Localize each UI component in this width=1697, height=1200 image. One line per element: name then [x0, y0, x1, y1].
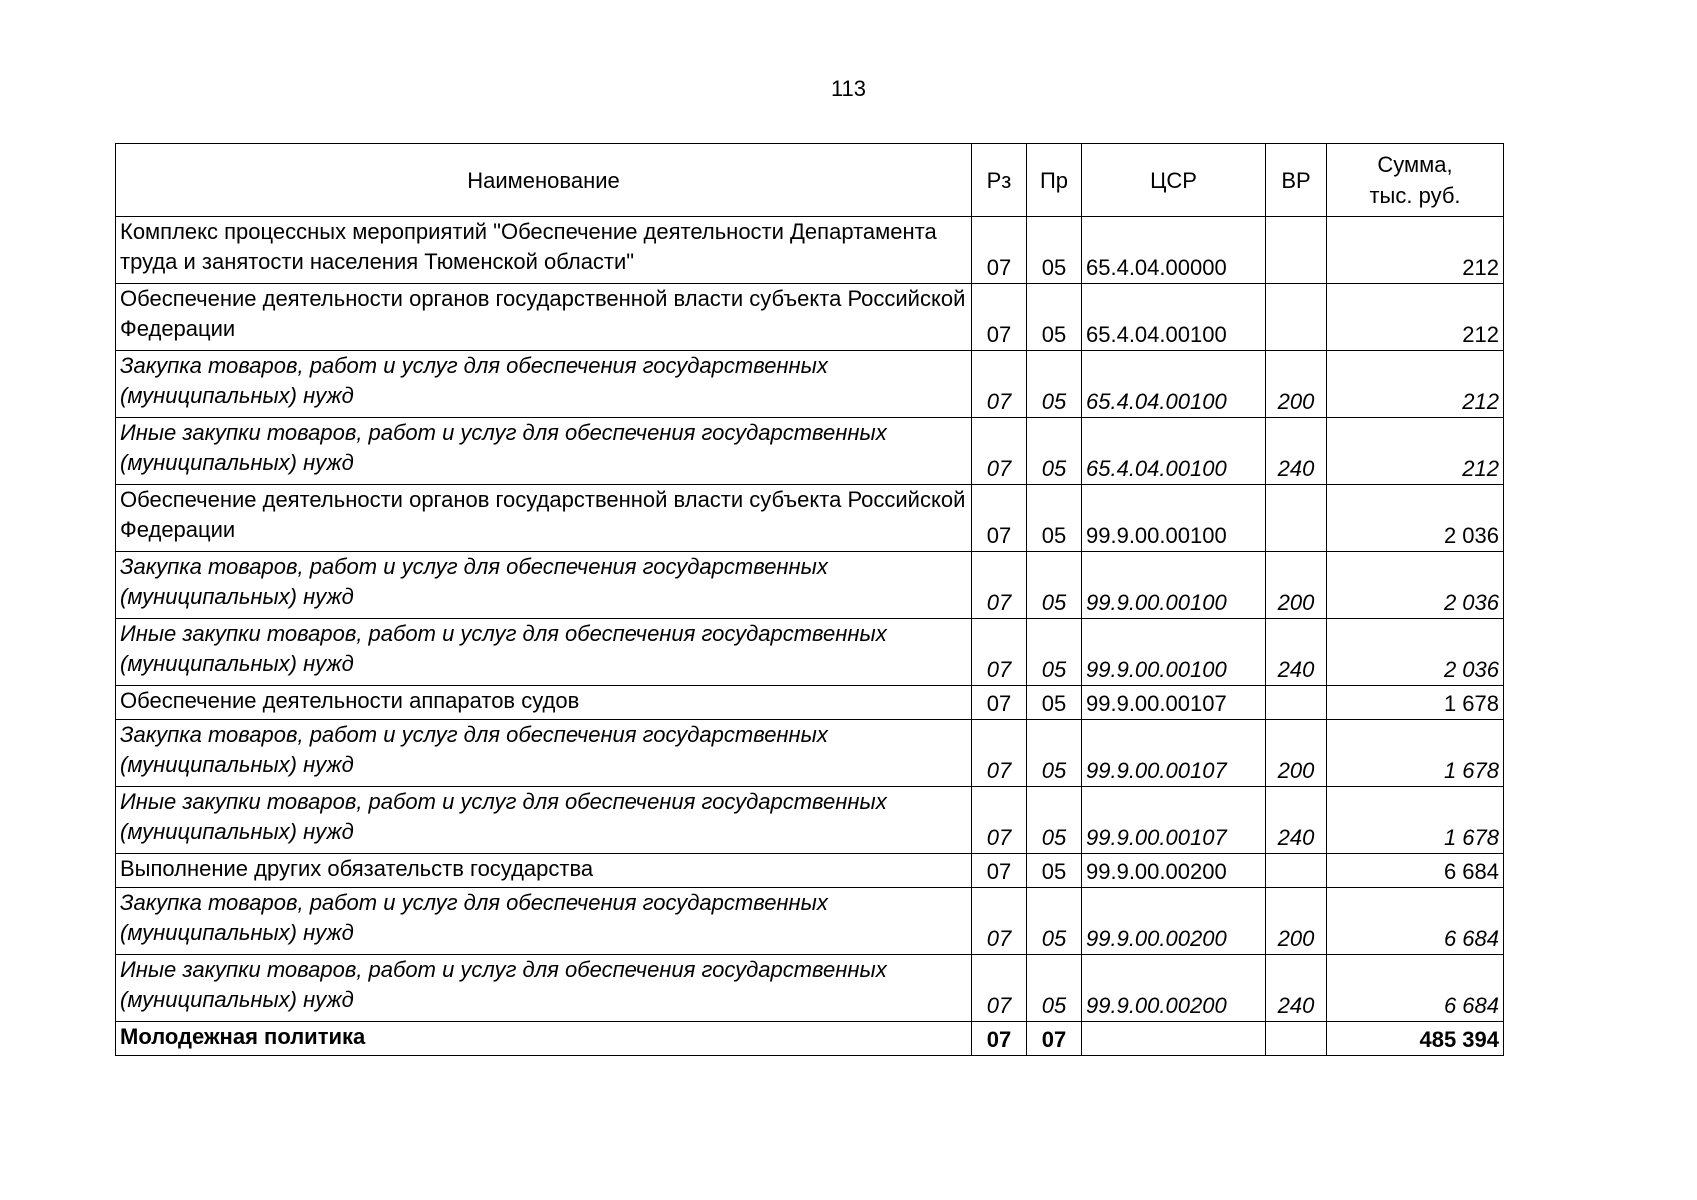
cell-rz: 07: [972, 217, 1027, 284]
cell-sum: 6 684: [1327, 854, 1504, 888]
cell-name: Выполнение других обязательств государства: [116, 854, 972, 888]
cell-sum: 6 684: [1327, 888, 1504, 955]
table-row: [116, 955, 1504, 1022]
cell-sum: 212: [1327, 284, 1504, 351]
cell-name: Обеспечение деятельности органов государственной власти субъекта Российской Федерации: [116, 485, 972, 552]
cell-vr: [1266, 854, 1327, 888]
cell-name: Закупка товаров, работ и услуг для обеспечения государственных (муниципальных) нужд: [116, 720, 972, 787]
header-sum: Сумма, тыс. руб.: [1327, 144, 1504, 217]
table-row: [116, 720, 1504, 787]
cell-csr: 65.4.04.00100: [1082, 351, 1266, 418]
table-row: [116, 686, 1504, 720]
cell-pr: 05: [1027, 619, 1082, 686]
cell-rz: 07: [972, 686, 1027, 720]
table-row: [116, 418, 1504, 485]
cell-csr: [1082, 1022, 1266, 1056]
cell-csr: 99.9.00.00100: [1082, 619, 1266, 686]
cell-csr: 99.9.00.00200: [1082, 888, 1266, 955]
cell-csr: 99.9.00.00107: [1082, 720, 1266, 787]
cell-name: Иные закупки товаров, работ и услуг для обеспечения государственных (муниципальных) нужд: [116, 619, 972, 686]
cell-rz: 07: [972, 720, 1027, 787]
cell-name: Закупка товаров, работ и услуг для обеспечения государственных (муниципальных) нужд: [116, 552, 972, 619]
cell-pr: 05: [1027, 720, 1082, 787]
table-row: [116, 485, 1504, 552]
cell-name: Обеспечение деятельности органов государственной власти субъекта Российской Федерации: [116, 284, 972, 351]
cell-sum: 6 684: [1327, 955, 1504, 1022]
cell-rz: 07: [972, 854, 1027, 888]
cell-rz: 07: [972, 619, 1027, 686]
cell-vr: [1266, 686, 1327, 720]
cell-rz: 07: [972, 351, 1027, 418]
cell-pr: 05: [1027, 552, 1082, 619]
table-row: [116, 217, 1504, 284]
cell-pr: 05: [1027, 787, 1082, 854]
cell-vr: 240: [1266, 787, 1327, 854]
cell-name: Комплекс процессных мероприятий "Обеспечение деятельности Департамента труда и занятости населения Тюменской области": [116, 217, 972, 284]
cell-csr: 99.9.00.00200: [1082, 854, 1266, 888]
cell-pr: 05: [1027, 686, 1082, 720]
cell-vr: 200: [1266, 351, 1327, 418]
cell-csr: 65.4.04.00100: [1082, 418, 1266, 485]
cell-csr: 99.9.00.00107: [1082, 686, 1266, 720]
table-row: [116, 284, 1504, 351]
cell-name: Иные закупки товаров, работ и услуг для обеспечения государственных (муниципальных) нужд: [116, 787, 972, 854]
header-pr: Пр: [1027, 144, 1082, 217]
header-vr: ВР: [1266, 144, 1327, 217]
cell-rz: 07: [972, 955, 1027, 1022]
cell-name: Обеспечение деятельности аппаратов судов: [116, 686, 972, 720]
table-row: [116, 1022, 1504, 1056]
cell-rz: 07: [972, 485, 1027, 552]
cell-pr: 05: [1027, 217, 1082, 284]
cell-csr: 65.4.04.00000: [1082, 217, 1266, 284]
table-header-row: [116, 144, 1504, 217]
cell-csr: 99.9.00.00200: [1082, 955, 1266, 1022]
cell-name: Иные закупки товаров, работ и услуг для обеспечения государственных (муниципальных) нужд: [116, 955, 972, 1022]
cell-sum: 1 678: [1327, 720, 1504, 787]
cell-pr: 05: [1027, 854, 1082, 888]
cell-vr: 200: [1266, 888, 1327, 955]
cell-vr: [1266, 1022, 1327, 1056]
table-row: [116, 854, 1504, 888]
cell-pr: 05: [1027, 418, 1082, 485]
table-row: [116, 552, 1504, 619]
cell-pr: 05: [1027, 888, 1082, 955]
cell-csr: 99.9.00.00100: [1082, 485, 1266, 552]
cell-rz: 07: [972, 888, 1027, 955]
cell-rz: 07: [972, 284, 1027, 351]
cell-sum: 2 036: [1327, 485, 1504, 552]
cell-vr: [1266, 485, 1327, 552]
table-row: [116, 787, 1504, 854]
cell-vr: 200: [1266, 552, 1327, 619]
cell-name: Молодежная политика: [116, 1022, 972, 1056]
cell-rz: 07: [972, 787, 1027, 854]
cell-sum: 212: [1327, 418, 1504, 485]
cell-vr: 240: [1266, 619, 1327, 686]
cell-sum: 1 678: [1327, 686, 1504, 720]
cell-name: Закупка товаров, работ и услуг для обеспечения государственных (муниципальных) нужд: [116, 888, 972, 955]
cell-rz: 07: [972, 1022, 1027, 1056]
table-row: [116, 619, 1504, 686]
cell-vr: 200: [1266, 720, 1327, 787]
cell-sum: 2 036: [1327, 552, 1504, 619]
cell-pr: 05: [1027, 351, 1082, 418]
cell-pr: 05: [1027, 485, 1082, 552]
budget-table: [115, 143, 1504, 1056]
cell-name: Закупка товаров, работ и услуг для обеспечения государственных (муниципальных) нужд: [116, 351, 972, 418]
cell-vr: [1266, 217, 1327, 284]
cell-rz: 07: [972, 418, 1027, 485]
cell-pr: 05: [1027, 955, 1082, 1022]
cell-pr: 07: [1027, 1022, 1082, 1056]
cell-name: Иные закупки товаров, работ и услуг для обеспечения государственных (муниципальных) нужд: [116, 418, 972, 485]
page-number: 113: [830, 76, 867, 101]
cell-sum: 212: [1327, 217, 1504, 284]
header-rz: Рз: [972, 144, 1027, 217]
cell-csr: 65.4.04.00100: [1082, 284, 1266, 351]
cell-vr: 240: [1266, 418, 1327, 485]
cell-csr: 99.9.00.00107: [1082, 787, 1266, 854]
cell-sum: 1 678: [1327, 787, 1504, 854]
header-name: Наименование: [116, 144, 972, 217]
cell-sum: 485 394: [1327, 1022, 1504, 1056]
cell-sum: 212: [1327, 351, 1504, 418]
cell-pr: 05: [1027, 284, 1082, 351]
header-csr: ЦСР: [1082, 144, 1266, 217]
cell-csr: 99.9.00.00100: [1082, 552, 1266, 619]
cell-vr: [1266, 284, 1327, 351]
table-row: [116, 351, 1504, 418]
cell-vr: 240: [1266, 955, 1327, 1022]
cell-sum: 2 036: [1327, 619, 1504, 686]
table-row: [116, 888, 1504, 955]
cell-rz: 07: [972, 552, 1027, 619]
